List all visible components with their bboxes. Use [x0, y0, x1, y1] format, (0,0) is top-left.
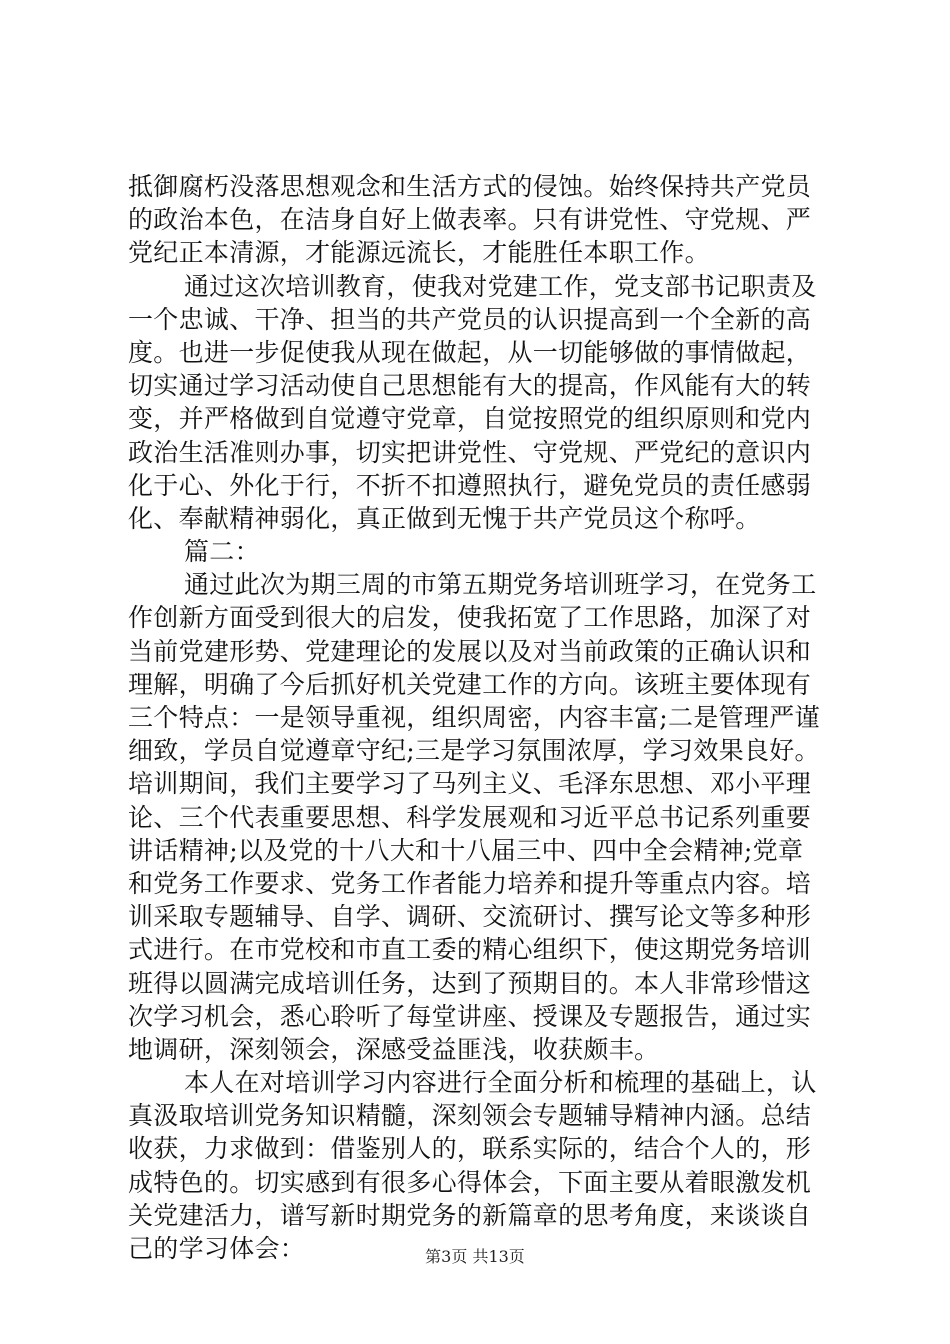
text-line: 切实通过学习活动使自己思想能有大的提高，作风能有大的转 [128, 371, 812, 401]
text-line: 化、奉献精神弱化，真正做到无愧于共产党员这个称呼。 [128, 503, 761, 533]
text-line: 和党务工作要求、党务工作者能力培养和提升等重点内容。培 [128, 868, 812, 898]
text-line: 己的学习体会： [128, 1234, 306, 1263]
text-line: 关党建活力，谱写新时期党务的新篇章的思考角度，来谈谈自 [128, 1200, 812, 1230]
text-line: 培训期间，我们主要学习了马列主义、毛泽东思想、邓小平理 [128, 769, 812, 799]
text-line: 抵御腐朽没落思想观念和生活方式的侵蚀。始终保持共产党员 [128, 172, 812, 201]
text-line: 班得以圆满完成培训任务，达到了预期目的。本人非常珍惜这 [128, 968, 812, 998]
text-line: 讲话精神;以及党的十八大和十八届三中、四中全会精神;党章 [128, 835, 804, 865]
text-line: 成特色的。切实感到有很多心得体会，下面主要从着眼激发机 [128, 1167, 812, 1197]
text-line: 式进行。在市党校和市直工委的精心组织下，使这期党务培训 [128, 935, 812, 965]
text-line: 的政治本色，在洁身自好上做表率。只有讲党性、守党规、严 [128, 205, 812, 235]
text-line: 本人在对培训学习内容进行全面分析和梳理的基础上，认 [184, 1068, 817, 1098]
text-line: 三个特点：一是领导重视，组织周密，内容丰富;二是管理严谨 [128, 703, 820, 732]
text-line: 当前党建形势、党建理论的发展以及对当前政策的正确认识和 [128, 636, 812, 666]
document-body [128, 170, 828, 1265]
text-line: 党纪正本清源，才能源远流长，才能胜任本职工作。 [128, 238, 710, 268]
text-line: 收获，力求做到：借鉴别人的，联系实际的，结合个人的，形 [128, 1134, 812, 1164]
text-line: 作创新方面受到很大的启发，使我拓宽了工作思路，加深了对 [128, 603, 812, 633]
text-line: 度。也进一步促使我从现在做起，从一切能够做的事情做起， [128, 337, 812, 367]
page-footer: 第3页 共13页 [425, 1247, 525, 1266]
text-line: 论、三个代表重要思想、科学发展观和习近平总书记系列重要 [128, 802, 812, 832]
text-line: 训采取专题辅导、自学、调研、交流研讨、撰写论文等多种形 [128, 902, 812, 932]
text-line: 次学习机会，悉心聆听了每堂讲座、授课及专题报告，通过实 [128, 1001, 812, 1031]
text-line: 篇二： [184, 537, 260, 567]
text-line: 细致，学员自觉遵章守纪;三是学习氛围浓厚，学习效果良好。 [128, 736, 820, 766]
text-line: 一个忠诚、干净、担当的共产党员的认识提高到一个全新的高 [128, 304, 812, 334]
text-line: 化于心、外化于行，不折不扣遵照执行，避免党员的责任感弱 [128, 470, 812, 500]
text-line: 通过这次培训教育，使我对党建工作，党支部书记职责及 [184, 271, 817, 301]
text-line: 变，并严格做到自觉遵守党章，自觉按照党的组织原则和党内 [128, 404, 812, 434]
text-line: 政治生活准则办事，切实把讲党性、守党规、严党纪的意识内 [128, 437, 812, 467]
text-line: 理解，明确了今后抓好机关党建工作的方向。该班主要体现有 [128, 669, 812, 699]
text-line: 地调研，深刻领会，深感受益匪浅，收获颇丰。 [128, 1034, 660, 1064]
text-line: 真汲取培训党务知识精髓，深刻领会专题辅导精神内涵。总结 [128, 1101, 812, 1131]
text-line: 通过此次为期三周的市第五期党务培训班学习，在党务工 [184, 570, 817, 600]
